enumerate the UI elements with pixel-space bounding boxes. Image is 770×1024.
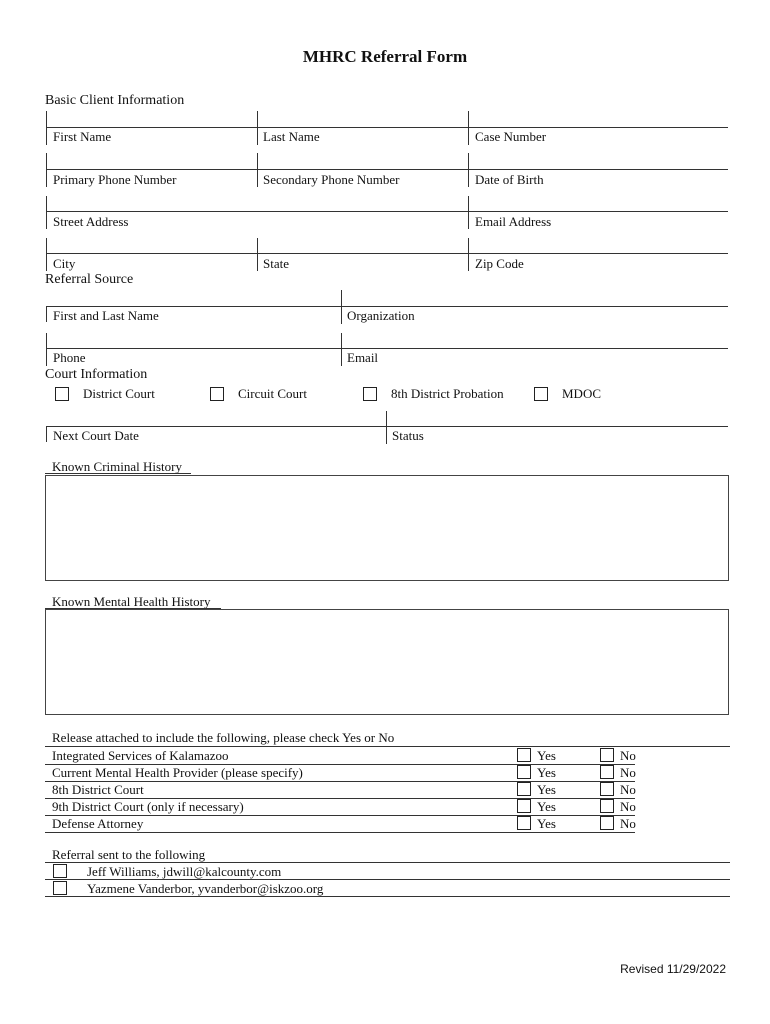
criminal-history-label: Known Criminal History [52, 459, 182, 474]
yes-label: Yes [537, 782, 556, 797]
referral-phone-field[interactable]: Phone [53, 350, 86, 365]
no-label: No [620, 748, 636, 763]
field-divider [46, 153, 47, 187]
recipient-yazmene-vanderbor: Yazmene Vanderbor, yvanderbor@iskzoo.org [87, 881, 324, 896]
field-divider [46, 306, 47, 322]
field-divider [46, 333, 47, 366]
field-divider [46, 238, 47, 271]
last-name-field[interactable]: Last Name [263, 129, 320, 144]
organization-field[interactable]: Organization [347, 308, 415, 323]
field-divider [386, 411, 387, 444]
next-court-date-field[interactable]: Next Court Date [53, 428, 139, 443]
field-line [46, 211, 728, 212]
provider-no-checkbox[interactable] [600, 765, 614, 779]
defense-yes-checkbox[interactable] [517, 816, 531, 830]
referral-name-field[interactable]: First and Last Name [53, 308, 159, 323]
field-divider [46, 426, 47, 442]
release-heading: Release attached to include the following, please check Yes or No [52, 730, 395, 745]
release-item-isk: Integrated Services of Kalamazoo [52, 748, 229, 763]
field-divider [468, 111, 469, 145]
jeff-williams-checkbox[interactable] [53, 864, 67, 878]
circuit-court-label: Circuit Court [238, 386, 307, 401]
row-line [45, 862, 730, 863]
field-line [46, 169, 728, 170]
field-divider [468, 238, 469, 271]
field-divider [341, 290, 342, 324]
release-item-defense: Defense Attorney [52, 816, 144, 831]
court-status-field[interactable]: Status [392, 428, 424, 443]
field-divider [46, 111, 47, 145]
dob-field[interactable]: Date of Birth [475, 172, 544, 187]
district-court-checkbox[interactable] [55, 387, 69, 401]
label-underline [45, 473, 191, 474]
recipient-jeff-williams: Jeff Williams, jdwill@kalcounty.com [87, 864, 282, 879]
yes-label: Yes [537, 816, 556, 831]
referral-email-field[interactable]: Email [347, 350, 379, 365]
isk-no-checkbox[interactable] [600, 748, 614, 762]
field-divider [257, 238, 258, 271]
state-field[interactable]: State [263, 256, 289, 271]
court-info-heading: Court Information [45, 367, 148, 382]
secondary-phone-field[interactable]: Secondary Phone Number [263, 172, 400, 187]
email-address-field[interactable]: Email Address [475, 214, 552, 229]
circuit-court-checkbox[interactable] [210, 387, 224, 401]
defense-no-checkbox[interactable] [600, 816, 614, 830]
no-label: No [620, 782, 636, 797]
field-divider [257, 153, 258, 187]
district-court-label: District Court [83, 386, 155, 401]
row-line [45, 896, 730, 897]
9th-district-yes-checkbox[interactable] [517, 799, 531, 813]
revision-date: Revised 11/29/2022 [620, 962, 726, 976]
mdoc-checkbox[interactable] [534, 387, 548, 401]
no-label: No [620, 765, 636, 780]
field-divider [341, 333, 342, 366]
no-label: No [620, 816, 636, 831]
district-probation-label: 8th District Probation [391, 386, 504, 401]
row-line [45, 832, 635, 833]
field-divider [468, 196, 469, 229]
8th-district-no-checkbox[interactable] [600, 782, 614, 796]
street-address-field[interactable]: Street Address [53, 214, 129, 229]
district-probation-checkbox[interactable] [363, 387, 377, 401]
field-line [46, 127, 728, 128]
case-number-field[interactable]: Case Number [475, 129, 547, 144]
row-line [45, 746, 730, 747]
field-divider [468, 153, 469, 187]
zip-code-field[interactable]: Zip Code [475, 256, 524, 271]
form-title: MHRC Referral Form [302, 47, 468, 66]
yes-label: Yes [537, 748, 556, 763]
yes-label: Yes [537, 765, 556, 780]
primary-phone-field[interactable]: Primary Phone Number [53, 172, 177, 187]
release-item-9th-district: 9th District Court (only if necessary) [52, 799, 244, 814]
provider-yes-checkbox[interactable] [517, 765, 531, 779]
yes-label: Yes [537, 799, 556, 814]
first-name-field[interactable]: First Name [53, 129, 112, 144]
city-field[interactable]: City [53, 256, 76, 271]
release-item-8th-district: 8th District Court [52, 782, 144, 797]
criminal-history-textarea[interactable] [45, 475, 729, 581]
field-line [46, 348, 728, 349]
9th-district-no-checkbox[interactable] [600, 799, 614, 813]
mental-history-label: Known Mental Health History [52, 594, 211, 609]
referral-source-heading: Referral Source [45, 272, 134, 287]
mental-history-textarea[interactable] [45, 609, 729, 715]
field-line [46, 253, 728, 254]
no-label: No [620, 799, 636, 814]
isk-yes-checkbox[interactable] [517, 748, 531, 762]
referral-sent-heading: Referral sent to the following [52, 847, 206, 862]
8th-district-yes-checkbox[interactable] [517, 782, 531, 796]
field-divider [46, 196, 47, 229]
basic-info-heading: Basic Client Information [45, 93, 185, 108]
field-line [46, 426, 728, 427]
yazmene-vanderbor-checkbox[interactable] [53, 881, 67, 895]
row-line [45, 879, 730, 880]
field-divider [257, 111, 258, 145]
field-line [46, 306, 728, 307]
release-item-provider: Current Mental Health Provider (please specify) [52, 765, 303, 780]
mdoc-label: MDOC [562, 386, 602, 401]
